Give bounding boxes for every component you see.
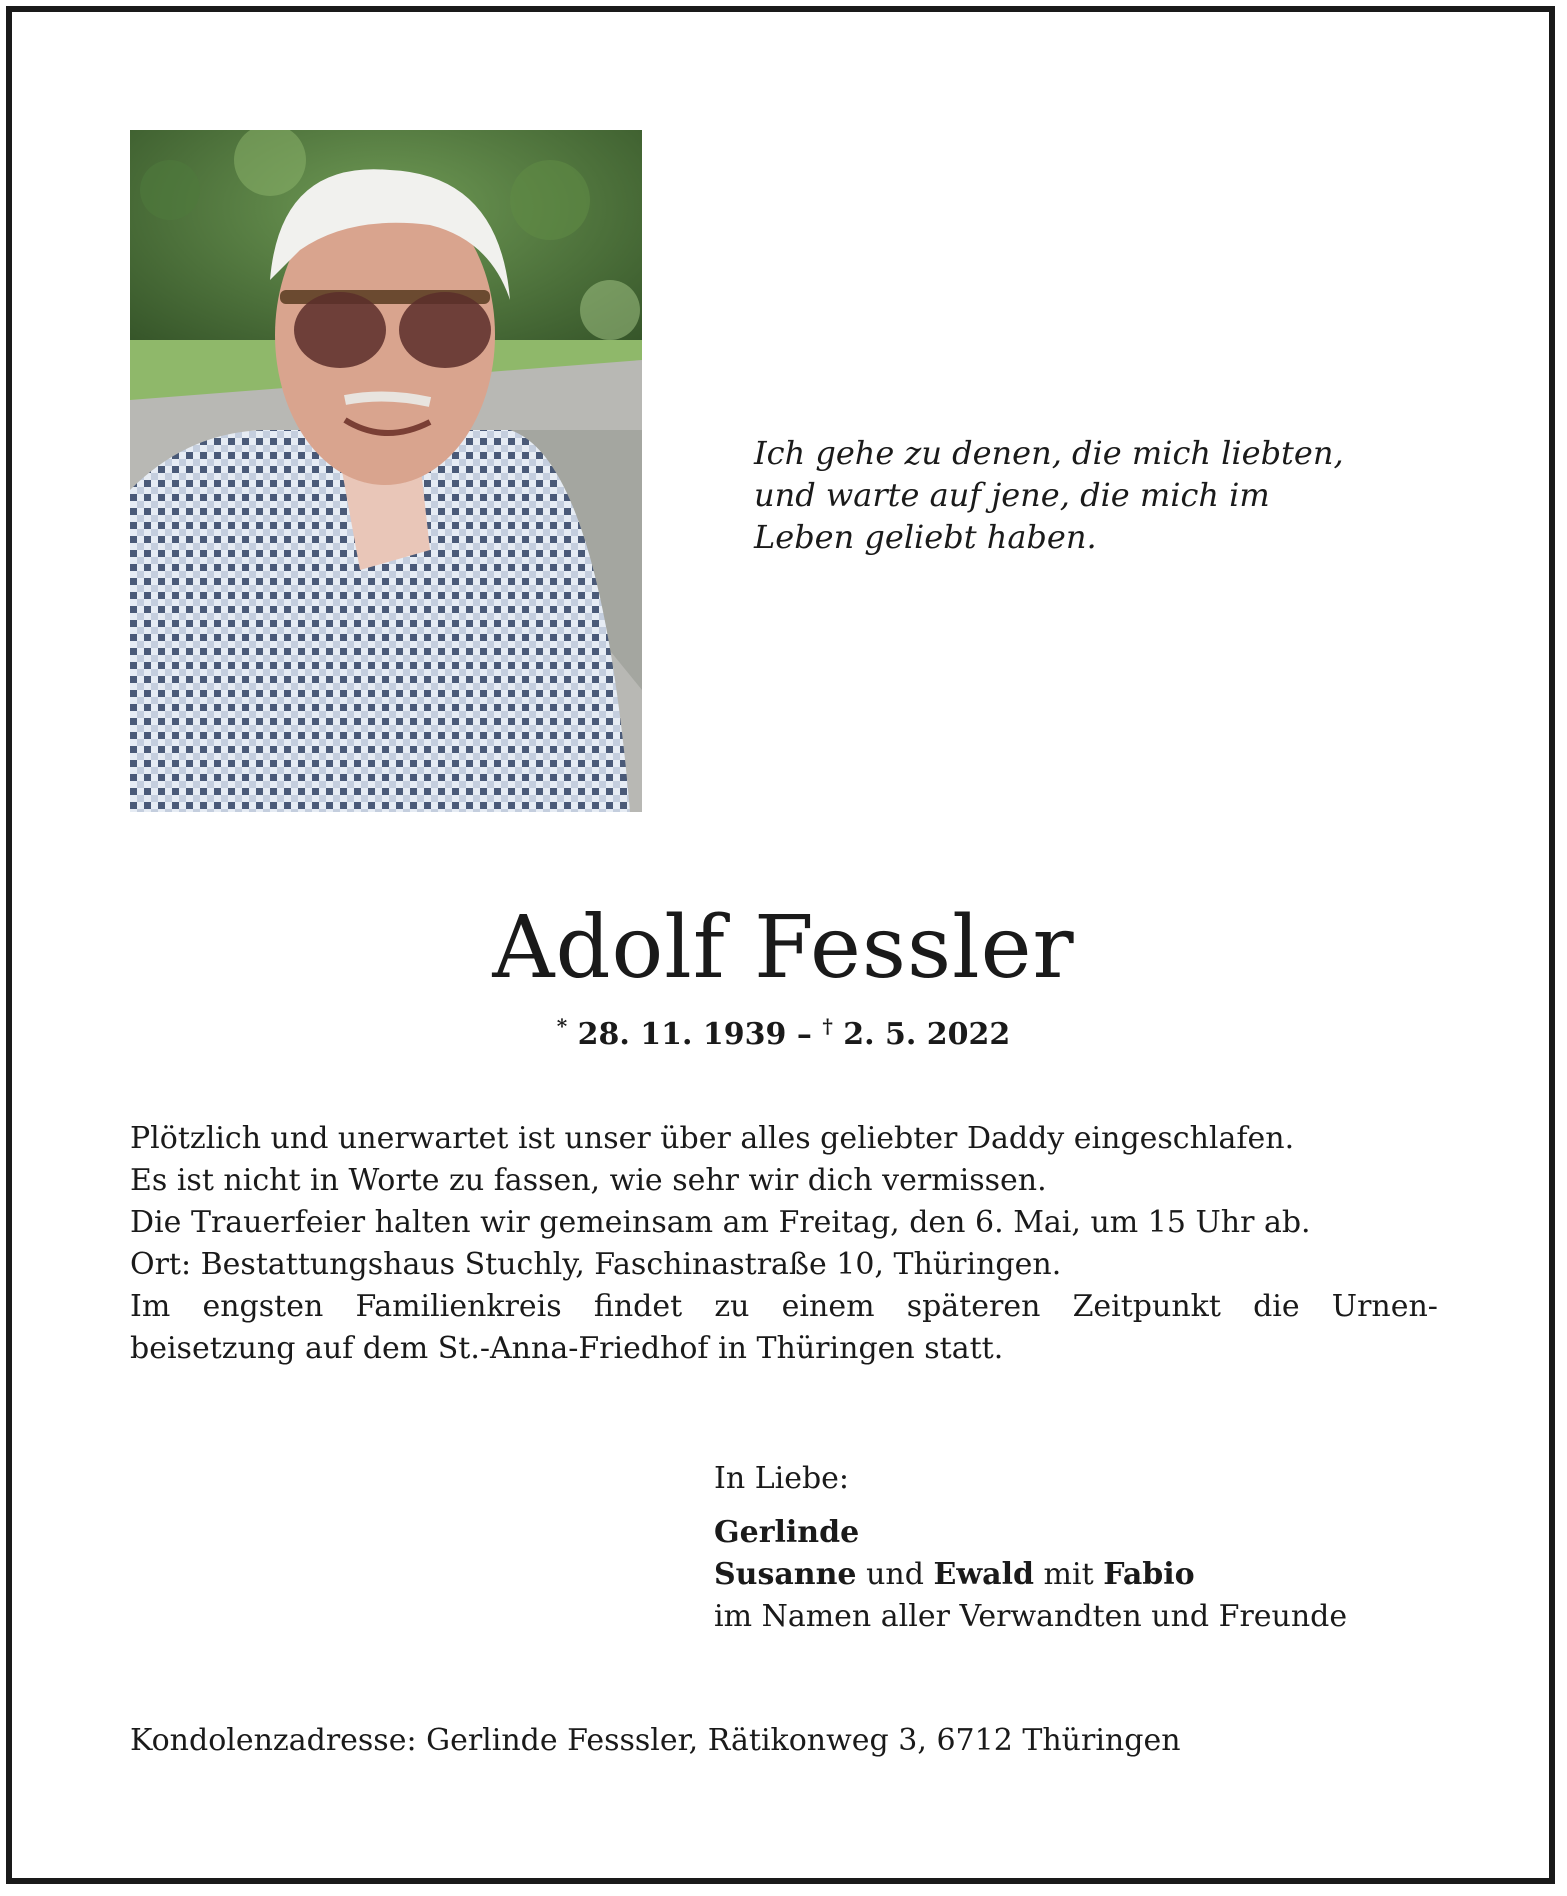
portrait-illustration (130, 130, 642, 812)
date-separator: – (796, 1017, 812, 1052)
birth-symbol: * (556, 1014, 568, 1038)
message-word: engsten (202, 1289, 324, 1324)
message-word: späteren (906, 1289, 1041, 1324)
deceased-name: Adolf Fessler (492, 898, 1075, 998)
message-line: Es ist nicht in Worte zu fassen, wie sehr wir dich vermissen. (130, 1163, 1047, 1198)
birth-date: 28. 11. 1939 (577, 1017, 787, 1052)
message-word: Urnen- (1331, 1289, 1438, 1324)
life-dates (0, 1006, 1567, 1055)
death-date: 2. 5. 2022 (843, 1017, 1011, 1052)
message-word: zu (714, 1289, 750, 1324)
condolence-address: Kondolenzadresse: Gerlinde Fesssler, Rätikonweg 3, 6712 Thüringen (130, 1723, 1181, 1758)
message-word: Familienkreis (355, 1289, 562, 1324)
portrait-photo (130, 130, 642, 812)
mourner-name: Ewald (933, 1557, 1034, 1592)
signoff-row (714, 1512, 1474, 1554)
message-word: findet (593, 1289, 683, 1324)
quote-line: Ich gehe zu denen, die mich liebten, (754, 434, 1344, 472)
message-justified-line (130, 1286, 1438, 1328)
signoff (714, 1458, 1474, 1638)
quote-line: Leben geliebt haben. (754, 518, 1097, 556)
death-symbol: † (822, 1014, 833, 1038)
signoff-conjunction: und (866, 1557, 924, 1592)
message-line: Ort: Bestattungshaus Stuchly, Faschinastraße 10, Thüringen. (130, 1247, 1062, 1282)
mourner-name: Fabio (1103, 1557, 1195, 1592)
epitaph-quote (754, 432, 1394, 558)
mourner-name: Susanne (714, 1557, 857, 1592)
signoff-row (714, 1554, 1474, 1596)
obituary-message (130, 1118, 1438, 1370)
signoff-conjunction: mit (1043, 1557, 1094, 1592)
message-word: Zeitpunkt (1072, 1289, 1221, 1324)
message-word: die (1253, 1289, 1300, 1324)
message-line: Die Trauerfeier halten wir gemeinsam am Freitag, den 6. Mai, um 15 Uhr ab. (130, 1205, 1311, 1240)
message-line: beisetzung auf dem St.-Anna-Friedhof in Thüringen statt. (130, 1331, 1004, 1366)
signoff-closing: im Namen aller Verwandten und Freunde (714, 1599, 1348, 1634)
signoff-intro: In Liebe: (714, 1461, 850, 1496)
message-word: Im (130, 1289, 171, 1324)
quote-line: und warte auf jene, die mich im (754, 476, 1270, 514)
mourner-name: Gerlinde (714, 1515, 860, 1550)
message-word: einem (781, 1289, 875, 1324)
message-line: Plötzlich und unerwartet ist unser über alles geliebter Daddy eingeschlafen. (130, 1121, 1295, 1156)
